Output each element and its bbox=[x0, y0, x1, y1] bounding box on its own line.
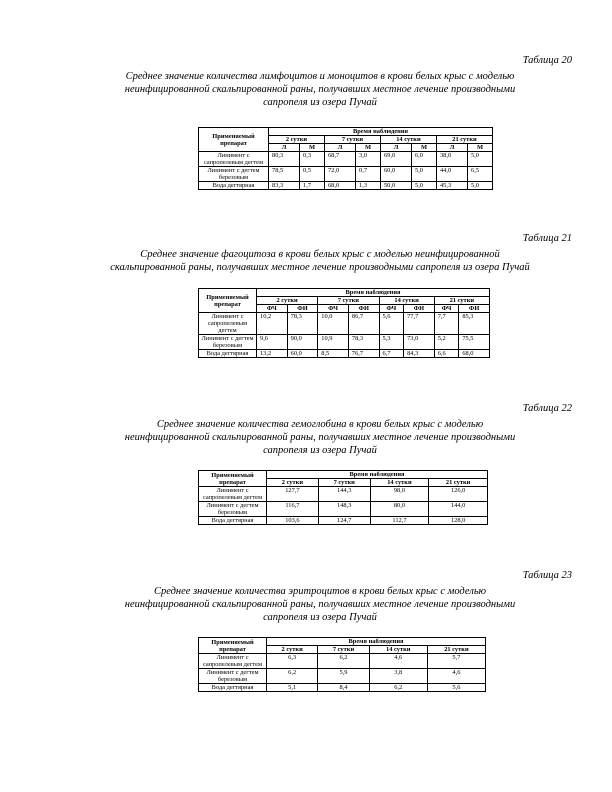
period-header: 7 сутки bbox=[324, 136, 380, 144]
value-cell: 5,2 bbox=[434, 335, 459, 350]
table-20 bbox=[198, 127, 493, 190]
value-cell: 68,7 bbox=[324, 152, 355, 167]
value-cell: 78,5 bbox=[269, 167, 300, 182]
subcol-header: Л bbox=[380, 144, 411, 152]
period-header: 21 сутки bbox=[429, 479, 488, 487]
caption-line: неинфицированной скальпированной раны, получавших местное лечение производными bbox=[124, 84, 516, 95]
table-row bbox=[199, 684, 486, 692]
value-cell: 75,5 bbox=[459, 335, 490, 350]
drug-header: Применяемый препарат bbox=[199, 128, 269, 152]
subcol-header: ФЧ bbox=[379, 305, 404, 313]
value-cell: 5,9 bbox=[318, 669, 369, 684]
table-20-caption bbox=[70, 70, 570, 109]
subcol-header: ФЧ bbox=[318, 305, 349, 313]
table-20-label: Таблица 20 bbox=[522, 55, 572, 66]
table-row bbox=[199, 335, 490, 350]
drug-cell: Вода дегтярная bbox=[199, 182, 269, 190]
value-cell: 5,3 bbox=[379, 335, 404, 350]
value-cell: 69,0 bbox=[380, 152, 411, 167]
period-header: 14 сутки bbox=[380, 136, 436, 144]
value-cell: 7,7 bbox=[434, 313, 459, 335]
subcol-header: Л bbox=[436, 144, 467, 152]
table-22-caption bbox=[70, 418, 570, 457]
value-cell: 144,0 bbox=[429, 502, 488, 517]
value-cell: 8,4 bbox=[318, 684, 369, 692]
table-22 bbox=[198, 470, 488, 525]
value-cell: 5,7 bbox=[427, 654, 485, 669]
value-cell: 124,7 bbox=[318, 517, 370, 525]
value-cell: 38,0 bbox=[436, 152, 467, 167]
time-header: Время наблюдения bbox=[267, 471, 488, 479]
subcol-header: ФИ bbox=[287, 305, 318, 313]
value-cell: 68,0 bbox=[324, 182, 355, 190]
value-cell: 98,0 bbox=[370, 487, 429, 502]
table-row bbox=[199, 152, 493, 167]
table-row bbox=[199, 654, 486, 669]
value-cell: 103,6 bbox=[267, 517, 319, 525]
period-header: 21 сутки bbox=[427, 646, 485, 654]
drug-cell: Вода дегтярная bbox=[199, 517, 267, 525]
value-cell: 126,0 bbox=[429, 487, 488, 502]
value-cell: 5,0 bbox=[412, 182, 437, 190]
value-cell: 144,3 bbox=[318, 487, 370, 502]
value-cell: 6,3 bbox=[267, 654, 318, 669]
value-cell: 68,0 bbox=[459, 350, 490, 358]
table-21-label: Таблица 21 bbox=[522, 233, 572, 244]
value-cell: 112,7 bbox=[370, 517, 429, 525]
value-cell: 0,3 bbox=[300, 152, 325, 167]
value-cell: 5,0 bbox=[412, 167, 437, 182]
subcol-header: ФИ bbox=[404, 305, 435, 313]
table-21-caption bbox=[60, 248, 580, 274]
value-cell: 5,6 bbox=[379, 313, 404, 335]
drug-cell: Линимент с дегтем березовым bbox=[199, 669, 267, 684]
value-cell: 0,7 bbox=[356, 167, 381, 182]
value-cell: 90,0 bbox=[287, 335, 318, 350]
period-header: 21 сутки bbox=[434, 297, 489, 305]
value-cell: 4,6 bbox=[427, 669, 485, 684]
table-23-label: Таблица 23 bbox=[522, 570, 572, 581]
value-cell: 116,7 bbox=[267, 502, 319, 517]
subcol-header: М bbox=[468, 144, 493, 152]
period-header: 14 сутки bbox=[379, 297, 434, 305]
subcol-header: Л bbox=[269, 144, 300, 152]
table-23-caption bbox=[70, 585, 570, 624]
value-cell: 73,0 bbox=[404, 335, 435, 350]
value-cell: 10,0 bbox=[318, 313, 349, 335]
table-row bbox=[199, 487, 488, 502]
value-cell: 148,3 bbox=[318, 502, 370, 517]
caption-line: сапропеля из озера Пучай bbox=[263, 97, 377, 108]
value-cell: 86,7 bbox=[348, 313, 379, 335]
time-header: Время наблюдения bbox=[267, 638, 486, 646]
drug-cell: Линимент с сапропелевым дегтем bbox=[199, 313, 257, 335]
period-header: 2 сутки bbox=[267, 646, 318, 654]
value-cell: 1,7 bbox=[300, 182, 325, 190]
value-cell: 76,7 bbox=[348, 350, 379, 358]
drug-header: Применяемый препарат bbox=[199, 289, 257, 313]
period-header: 14 сутки bbox=[369, 646, 427, 654]
drug-cell: Вода дегтярная bbox=[199, 684, 267, 692]
value-cell: 6,0 bbox=[412, 152, 437, 167]
caption-line: сапропеля из озера Пучай bbox=[263, 445, 377, 456]
drug-cell: Линимент с дегтем березовым bbox=[199, 502, 267, 517]
subcol-header: М bbox=[356, 144, 381, 152]
value-cell: 78,3 bbox=[348, 335, 379, 350]
value-cell: 3,8 bbox=[369, 669, 427, 684]
subcol-header: М bbox=[412, 144, 437, 152]
value-cell: 5,1 bbox=[267, 684, 318, 692]
subcol-header: ФИ bbox=[348, 305, 379, 313]
table-row bbox=[199, 669, 486, 684]
subcol-header: Л bbox=[324, 144, 355, 152]
subcol-header: М bbox=[300, 144, 325, 152]
drug-cell: Вода дегтярная bbox=[199, 350, 257, 358]
value-cell: 50,0 bbox=[380, 182, 411, 190]
value-cell: 10,2 bbox=[257, 313, 288, 335]
period-header: 7 сутки bbox=[318, 646, 369, 654]
period-header: 2 сутки bbox=[267, 479, 319, 487]
period-header: 21 сутки bbox=[436, 136, 492, 144]
table-22-label: Таблица 22 bbox=[522, 403, 572, 414]
value-cell: 83,3 bbox=[269, 182, 300, 190]
period-header: 14 сутки bbox=[370, 479, 429, 487]
value-cell: 6,2 bbox=[369, 684, 427, 692]
table-21 bbox=[198, 288, 490, 358]
value-cell: 45,3 bbox=[436, 182, 467, 190]
period-header: 7 сутки bbox=[318, 297, 379, 305]
subcol-header: ФЧ bbox=[434, 305, 459, 313]
value-cell: 77,7 bbox=[404, 313, 435, 335]
caption-line: Среднее значение количества гемоглобина в крови белых крыс с моделью bbox=[156, 419, 484, 430]
value-cell: 3,0 bbox=[356, 152, 381, 167]
value-cell: 5,0 bbox=[468, 152, 493, 167]
value-cell: 80,3 bbox=[269, 152, 300, 167]
drug-cell: Линимент с дегтем березовым bbox=[199, 167, 269, 182]
value-cell: 85,3 bbox=[459, 313, 490, 335]
caption-line: скальпированной раны, получавших местное лечение производными сапропеля из озера Пучай bbox=[110, 262, 530, 273]
value-cell: 60,0 bbox=[380, 167, 411, 182]
value-cell: 5,0 bbox=[468, 182, 493, 190]
time-header: Время наблюдения bbox=[257, 289, 490, 297]
period-header: 2 сутки bbox=[269, 136, 325, 144]
period-header: 7 сутки bbox=[318, 479, 370, 487]
drug-cell: Линимент с сапропелевым дегтем bbox=[199, 152, 269, 167]
drug-cell: Линимент с сапропелевым дегтем bbox=[199, 654, 267, 669]
subcol-header: ФИ bbox=[459, 305, 490, 313]
value-cell: 0,5 bbox=[300, 167, 325, 182]
value-cell: 1,3 bbox=[356, 182, 381, 190]
value-cell: 128,0 bbox=[429, 517, 488, 525]
table-23 bbox=[198, 637, 486, 692]
value-cell: 10,9 bbox=[318, 335, 349, 350]
value-cell: 6,2 bbox=[267, 669, 318, 684]
value-cell: 6,6 bbox=[434, 350, 459, 358]
table-row bbox=[199, 350, 490, 358]
value-cell: 5,6 bbox=[427, 684, 485, 692]
value-cell: 84,3 bbox=[404, 350, 435, 358]
table-row bbox=[199, 502, 488, 517]
caption-line: Среднее значение количества лимфоцитов и моноцитов в крови белых крыс с моделью bbox=[125, 71, 515, 82]
caption-line: сапропеля из озера Пучай bbox=[263, 612, 377, 623]
value-cell: 9,6 bbox=[257, 335, 288, 350]
time-header: Время наблюдения bbox=[269, 128, 493, 136]
caption-line: неинфицированной скальпированной раны, получавших местное лечение производными bbox=[124, 432, 516, 443]
caption-line: неинфицированной скальпированной раны, получавших местное лечение производными bbox=[124, 599, 516, 610]
value-cell: 60,0 bbox=[287, 350, 318, 358]
value-cell: 4,6 bbox=[369, 654, 427, 669]
table-row bbox=[199, 182, 493, 190]
table-row bbox=[199, 167, 493, 182]
value-cell: 6,5 bbox=[468, 167, 493, 182]
value-cell: 6,7 bbox=[379, 350, 404, 358]
value-cell: 80,0 bbox=[370, 502, 429, 517]
drug-cell: Линимент с сапропелевым дегтем bbox=[199, 487, 267, 502]
value-cell: 127,7 bbox=[267, 487, 319, 502]
drug-header: Применяемый препарат bbox=[199, 638, 267, 654]
value-cell: 78,3 bbox=[287, 313, 318, 335]
drug-header: Применяемый препарат bbox=[199, 471, 267, 487]
value-cell: 6,2 bbox=[318, 654, 369, 669]
value-cell: 72,0 bbox=[324, 167, 355, 182]
subcol-header: ФЧ bbox=[257, 305, 288, 313]
value-cell: 8,5 bbox=[318, 350, 349, 358]
caption-line: Среднее значение фагоцитоза в крови белых крыс с моделью неинфицированной bbox=[140, 249, 500, 260]
drug-cell: Линимент с дегтем березовым bbox=[199, 335, 257, 350]
caption-line: Среднее значение количества эритроцитов в крови белых крыс с моделью bbox=[153, 586, 487, 597]
value-cell: 13,2 bbox=[257, 350, 288, 358]
period-header: 2 сутки bbox=[257, 297, 318, 305]
value-cell: 44,0 bbox=[436, 167, 467, 182]
table-row bbox=[199, 517, 488, 525]
table-row bbox=[199, 313, 490, 335]
